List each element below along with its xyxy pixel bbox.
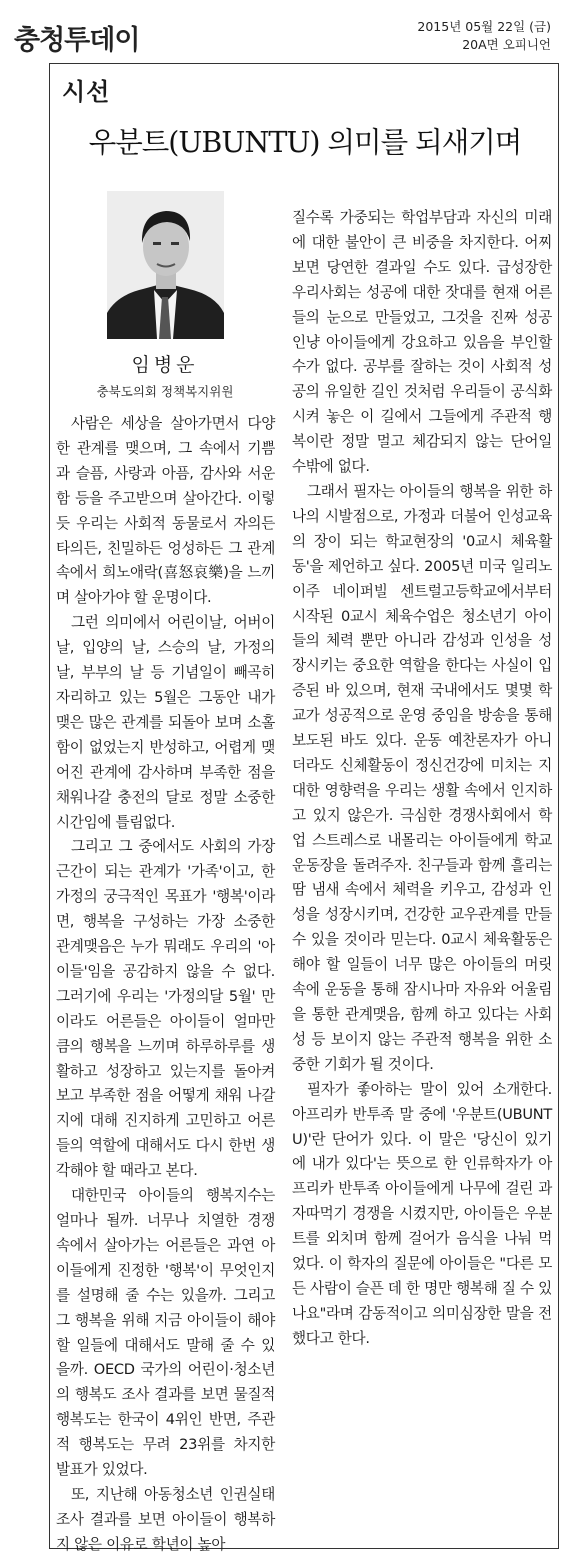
article-frame [49, 63, 559, 1553]
paragraph: 필자가 좋아하는 말이 있어 소개한다. 아프리카 반투족 말 중에 '우분트(UBUNTU)'란 단어가 있다. 이 말은 '당신이 있기에 내가 있다'는 뜻으로 한 인류학자가 아프리카 반투족 아이들에게 나무에 걸린 과자따먹기 경쟁을 시켰지만, 아이들은 우분트를 외치며 함께 걸어가 음식을 나눠 먹었다. 이 학자의 질문에 아이들은 "다른 모든 사람이 슬픈 데 한 명만 행복해 질 수 있나요"라며 감동적이고 의미심장한 말을 전했다고 한다. [292, 1080, 552, 1347]
article-body-left-column [56, 412, 275, 1558]
paragraph: 그리고 그 중에서도 사회의 가장 근간이 되는 관계가 '가족'이고, 한 가정의 궁극적인 목표가 '행복'이라면, 행복을 구성하는 가장 소중한 관계맺음은 누가 뭐래도 우리의 '아이들'임을 공감하지 않을 수 없다. 그러기에 우리는 '가정의달 5월' 만이라도 어른들은 아이들이 얼마만큼의 행복을 느끼며 하루하루를 생활하고 성장하고 있는지를 돌아켜보고 부족한 점을 어떻게 채워 나갈지에 대해 진지하게 고민하고 어른들의 역할에 대해서도 다시 한번 생각해야 할 때라고 본다. [56, 838, 275, 1180]
paragraph: 그런 의미에서 어린이날, 어버이날, 입양의 날, 스승의 날, 가정의 날, 부부의 날 등 기념일이 빼곡히 자리하고 있는 5월은 그동안 내가 맺은 많은 관계를 되돌아 보며 소홀함이 없었는지 반성하고, 어렵게 맺어진 관계에 감사하며 부족한 점을 채워나갈 충전의 달로 정말 소중한 시간임에 틀림없다. [56, 614, 275, 831]
paragraph: 대한민국 아이들의 행복지수는 얼마나 될까. 너무나 치열한 경쟁 속에서 살아가는 어른들은 과연 아이들에게 진정한 '행복'이 무엇인지를 설명해 줄 수는 있을까. 그리고 그 행복을 위해 지금 아이들이 해야 할 일들에 대해서도 말해 줄 수 있을까. OECD 국가의 어린이·청소년의 행복도 조사 결과를 보면 물질적 행복도는 한국이 4위인 반면, 주관적 행복도는 무려 23위를 차지한 발표가 있었다. [56, 1187, 275, 1479]
publish-date: 2015년 05월 22일 (금) [417, 19, 551, 34]
paragraph: 사람은 세상을 살아가면서 다양한 관계를 맺으며, 그 속에서 기쁨과 슬픔, 사랑과 아픔, 감사와 서운함 등을 주고받으며 살아간다. 이렇듯 우리는 사회적 동물로서 자의든 타의든, 친밀하든 엉성하든 그 관계 속에서 희노애락(喜怒哀樂)을 느끼며 살아가야 할 운명이다. [56, 415, 275, 607]
author-photo [107, 191, 224, 339]
paragraph: 그래서 필자는 아이들의 행복을 위한 하나의 시발점으로, 가정과 더불어 인성교육의 장이 되는 학교현장의 '0교시 체육활동'을 제언하고 싶다. 2005년 미국 일리노이주 네이퍼빌 센트럴고등학교에서부터 시작된 0교시 체육수업은 청소년기 아이들의 체력 뿐만 아니라 감성과 인성을 성장시키는 중요한 역할을 한다는 사실이 입증된 바 있으며, 현재 국내에서도 몇몇 학교가 성공적으로 운영 중임을 방송을 통해 보도된 바도 있다. 운동 예찬론자가 아니더라도 신체활동이 정신건강에 미치는 지대한 영향력을 우리는 생활 속에서 인지하고 있지 않은가. 극심한 경쟁사회에서 학업 스트레스로 내몰리는 아이들에게 학교 운동장을 돌려주자. 친구들과 함께 흘리는 땀 냄새 속에서 체력을 키우고, 감성과 인성을 성장시키며, 건강한 교우관계를 만들 수 있을 것이라 믿는다. 0교시 체육활동은 해야 할 일들이 너무 많은 아이들의 머릿속에 운동을 통해 잠시나마 자유와 어울림을 통한 관계맺음, 함께 하고 있다는 사회성 등 보이지 않는 주관적 행복을 위한 소중한 기회가 될 것이다. [292, 482, 552, 1073]
paragraph: 또, 지난해 아동청소년 인권실태조사 결과를 보면 아이들이 행복하지 않은 이유로 학년이 높아 [56, 1485, 275, 1553]
author-portrait-icon [107, 191, 224, 339]
author-title: 충북도의회 정책복지위원 [96, 384, 234, 399]
article-headline: 우분트(UBUNTU) 의미를 되새기며 [88, 126, 522, 159]
author-name: 임병운 [131, 354, 199, 376]
dateline [417, 18, 551, 54]
paragraph: 질수록 가중되는 학업부담과 자신의 미래에 대한 불안이 큰 비중을 차지한다. 어찌 보면 당연한 결과일 수도 있다. 급성장한 우리사회는 성공에 대한 잣대를 현재 어른들의 눈으로 만들었고, 그것을 진짜 성공인냥 아이들에게 강요하고 있음을 부인할 수가 없다. 공부를 잘하는 것이 사회적 성공의 유일한 길인 것처럼 우리들이 공식화시켜 놓은 이 길에서 그들에게 주관적 행복이란 정말 멀고 체감되지 않는 단어일 수밖에 없다. [292, 209, 552, 476]
newspaper-logo: 충청투데이 [14, 25, 140, 56]
article-body-right-column [292, 206, 552, 1352]
page-label: 20A면 오피니언 [462, 37, 551, 52]
masthead [10, 12, 555, 60]
section-label: 시선 [62, 78, 111, 106]
